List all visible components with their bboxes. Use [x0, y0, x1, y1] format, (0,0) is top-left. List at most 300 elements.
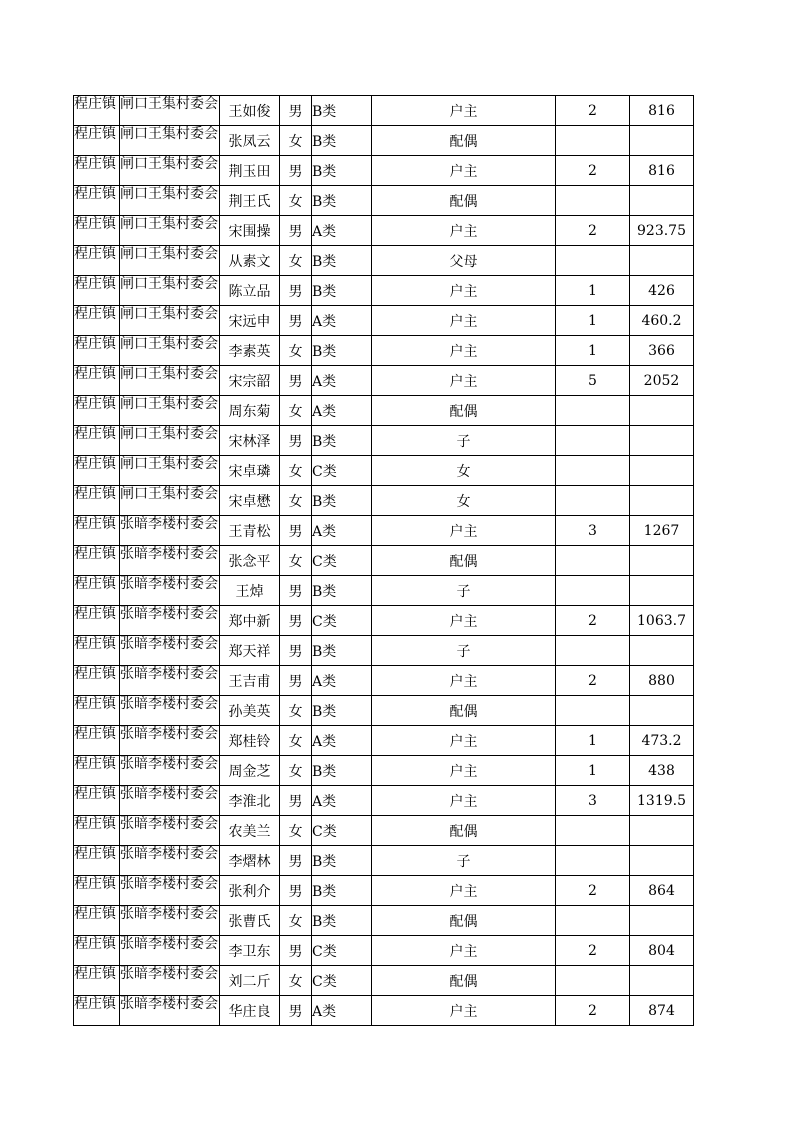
- name-cell: 郑桂铃: [220, 726, 280, 756]
- table-row: [74, 696, 694, 726]
- amount-cell: [630, 846, 694, 876]
- name-cell: 李卫东: [220, 936, 280, 966]
- village-cell-text: 张暗李楼村委会: [120, 996, 218, 1012]
- village-cell: [120, 366, 220, 396]
- relation-cell: 户主: [372, 276, 556, 306]
- amount-cell: [630, 966, 694, 996]
- town-cell-text: 程庄镇: [74, 156, 116, 172]
- name-cell: 李素英: [220, 336, 280, 366]
- household-size-cell: [556, 576, 630, 606]
- category-cell: C类: [312, 606, 372, 636]
- relation-cell: 户主: [372, 336, 556, 366]
- amount-cell: [630, 186, 694, 216]
- name-cell: 陈立品: [220, 276, 280, 306]
- relation-cell: 子: [372, 426, 556, 456]
- household-size-cell: [556, 186, 630, 216]
- town-cell-text: 程庄镇: [74, 246, 116, 262]
- village-cell: [120, 396, 220, 426]
- village-cell: [120, 186, 220, 216]
- village-cell: [120, 576, 220, 606]
- amount-cell: 804: [630, 936, 694, 966]
- amount-cell: 438: [630, 756, 694, 786]
- village-cell: [120, 516, 220, 546]
- town-cell: [74, 726, 120, 756]
- town-cell: [74, 96, 120, 126]
- gender-cell: 男: [280, 846, 312, 876]
- village-cell-text: 闸口王集村委会: [120, 186, 218, 202]
- village-cell: [120, 636, 220, 666]
- village-cell-text: 闸口王集村委会: [120, 216, 218, 232]
- village-cell-text: 张暗李楼村委会: [120, 846, 218, 862]
- village-cell-text: 闸口王集村委会: [120, 426, 218, 442]
- relation-cell: 父母: [372, 246, 556, 276]
- category-cell: A类: [312, 996, 372, 1026]
- town-cell: [74, 696, 120, 726]
- category-cell: C类: [312, 546, 372, 576]
- household-size-cell: 2: [556, 156, 630, 186]
- town-cell: [74, 246, 120, 276]
- village-cell-text: 闸口王集村委会: [120, 456, 218, 472]
- gender-cell: 女: [280, 246, 312, 276]
- category-cell: A类: [312, 306, 372, 336]
- table-row: [74, 366, 694, 396]
- category-cell: B类: [312, 336, 372, 366]
- category-cell: C类: [312, 936, 372, 966]
- amount-cell: [630, 396, 694, 426]
- relation-cell: 子: [372, 576, 556, 606]
- table-row: [74, 516, 694, 546]
- gender-cell: 男: [280, 636, 312, 666]
- amount-cell: 460.2: [630, 306, 694, 336]
- village-cell: [120, 666, 220, 696]
- town-cell-text: 程庄镇: [74, 756, 116, 772]
- table-row: [74, 816, 694, 846]
- town-cell: [74, 216, 120, 246]
- gender-cell: 男: [280, 996, 312, 1026]
- amount-cell: [630, 126, 694, 156]
- name-cell: 周东菊: [220, 396, 280, 426]
- household-size-cell: 1: [556, 756, 630, 786]
- town-cell-text: 程庄镇: [74, 576, 116, 592]
- table-row: [74, 96, 694, 126]
- town-cell: [74, 876, 120, 906]
- town-cell: [74, 276, 120, 306]
- table-row: [74, 306, 694, 336]
- name-cell: 荆王氏: [220, 186, 280, 216]
- gender-cell: 女: [280, 336, 312, 366]
- category-cell: B类: [312, 486, 372, 516]
- relation-cell: 户主: [372, 786, 556, 816]
- town-cell-text: 程庄镇: [74, 546, 116, 562]
- amount-cell: 1063.7: [630, 606, 694, 636]
- name-cell: 张念平: [220, 546, 280, 576]
- town-cell-text: 程庄镇: [74, 486, 116, 502]
- household-size-cell: 3: [556, 516, 630, 546]
- name-cell: 刘二斤: [220, 966, 280, 996]
- town-cell: [74, 366, 120, 396]
- village-cell-text: 闸口王集村委会: [120, 486, 218, 502]
- village-cell: [120, 456, 220, 486]
- gender-cell: 女: [280, 906, 312, 936]
- name-cell: 李熠林: [220, 846, 280, 876]
- relation-cell: 女: [372, 486, 556, 516]
- category-cell: A类: [312, 666, 372, 696]
- village-cell: [120, 606, 220, 636]
- amount-cell: [630, 486, 694, 516]
- amount-cell: [630, 906, 694, 936]
- town-cell-text: 程庄镇: [74, 966, 116, 982]
- gender-cell: 女: [280, 486, 312, 516]
- village-cell: [120, 246, 220, 276]
- gender-cell: 男: [280, 936, 312, 966]
- town-cell: [74, 606, 120, 636]
- household-size-cell: 2: [556, 666, 630, 696]
- table-row: [74, 156, 694, 186]
- table-row: [74, 846, 694, 876]
- village-cell-text: 张暗李楼村委会: [120, 906, 218, 922]
- household-size-cell: [556, 966, 630, 996]
- village-cell: [120, 216, 220, 246]
- name-cell: 宋卓璘: [220, 456, 280, 486]
- relation-cell: 配偶: [372, 546, 556, 576]
- category-cell: B类: [312, 576, 372, 606]
- category-cell: B类: [312, 156, 372, 186]
- gender-cell: 男: [280, 306, 312, 336]
- table-row: [74, 576, 694, 606]
- village-cell-text: 张暗李楼村委会: [120, 696, 218, 712]
- household-size-cell: 1: [556, 276, 630, 306]
- household-size-cell: 2: [556, 96, 630, 126]
- household-size-cell: [556, 546, 630, 576]
- category-cell: A类: [312, 786, 372, 816]
- household-size-cell: [556, 246, 630, 276]
- town-cell-text: 程庄镇: [74, 426, 116, 442]
- category-cell: A类: [312, 516, 372, 546]
- table-row: [74, 876, 694, 906]
- gender-cell: 男: [280, 606, 312, 636]
- town-cell-text: 程庄镇: [74, 336, 116, 352]
- table-row: [74, 456, 694, 486]
- village-cell-text: 张暗李楼村委会: [120, 576, 218, 592]
- category-cell: B类: [312, 186, 372, 216]
- town-cell: [74, 486, 120, 516]
- gender-cell: 男: [280, 156, 312, 186]
- amount-cell: [630, 246, 694, 276]
- category-cell: B类: [312, 96, 372, 126]
- table-row: [74, 246, 694, 276]
- category-cell: C类: [312, 816, 372, 846]
- gender-cell: 男: [280, 576, 312, 606]
- town-cell-text: 程庄镇: [74, 666, 116, 682]
- village-cell-text: 张暗李楼村委会: [120, 636, 218, 652]
- village-cell-text: 闸口王集村委会: [120, 276, 218, 292]
- village-cell-text: 张暗李楼村委会: [120, 936, 218, 952]
- town-cell: [74, 126, 120, 156]
- household-size-cell: 2: [556, 606, 630, 636]
- relation-cell: 配偶: [372, 696, 556, 726]
- name-cell: 宋宗韶: [220, 366, 280, 396]
- relation-cell: 户主: [372, 876, 556, 906]
- village-cell: [120, 426, 220, 456]
- town-cell-text: 程庄镇: [74, 186, 116, 202]
- category-cell: B类: [312, 846, 372, 876]
- gender-cell: 男: [280, 366, 312, 396]
- table-row: [74, 786, 694, 816]
- amount-cell: 816: [630, 96, 694, 126]
- village-cell: [120, 876, 220, 906]
- village-cell-text: 闸口王集村委会: [120, 396, 218, 412]
- household-size-cell: 2: [556, 936, 630, 966]
- table-body: [74, 96, 694, 1026]
- gender-cell: 女: [280, 186, 312, 216]
- household-size-cell: [556, 126, 630, 156]
- village-cell-text: 闸口王集村委会: [120, 96, 218, 112]
- gender-cell: 男: [280, 216, 312, 246]
- gender-cell: 男: [280, 276, 312, 306]
- village-cell: [120, 726, 220, 756]
- name-cell: 郑天祥: [220, 636, 280, 666]
- town-cell: [74, 756, 120, 786]
- town-cell: [74, 456, 120, 486]
- name-cell: 王青松: [220, 516, 280, 546]
- relation-cell: 女: [372, 456, 556, 486]
- amount-cell: 874: [630, 996, 694, 1026]
- household-size-cell: [556, 696, 630, 726]
- town-cell: [74, 666, 120, 696]
- name-cell: 张利介: [220, 876, 280, 906]
- village-cell-text: 闸口王集村委会: [120, 336, 218, 352]
- relation-cell: 户主: [372, 216, 556, 246]
- table-row: [74, 546, 694, 576]
- village-cell: [120, 906, 220, 936]
- town-cell-text: 程庄镇: [74, 696, 116, 712]
- relation-cell: 户主: [372, 666, 556, 696]
- table-row: [74, 726, 694, 756]
- name-cell: 王焯: [220, 576, 280, 606]
- name-cell: 王如俊: [220, 96, 280, 126]
- amount-cell: [630, 636, 694, 666]
- household-size-cell: 1: [556, 726, 630, 756]
- relation-cell: 户主: [372, 996, 556, 1026]
- category-cell: B类: [312, 756, 372, 786]
- town-cell-text: 程庄镇: [74, 516, 116, 532]
- amount-cell: [630, 576, 694, 606]
- table-row: [74, 756, 694, 786]
- amount-cell: 1267: [630, 516, 694, 546]
- town-cell: [74, 906, 120, 936]
- amount-cell: 426: [630, 276, 694, 306]
- village-cell: [120, 966, 220, 996]
- amount-cell: 1319.5: [630, 786, 694, 816]
- village-cell: [120, 96, 220, 126]
- household-size-cell: [556, 396, 630, 426]
- amount-cell: 2052: [630, 366, 694, 396]
- relation-cell: 户主: [372, 156, 556, 186]
- name-cell: 宋卓懋: [220, 486, 280, 516]
- name-cell: 张凤云: [220, 126, 280, 156]
- town-cell-text: 程庄镇: [74, 996, 116, 1012]
- household-size-cell: 1: [556, 336, 630, 366]
- gender-cell: 女: [280, 546, 312, 576]
- village-cell: [120, 336, 220, 366]
- amount-cell: 473.2: [630, 726, 694, 756]
- name-cell: 从素文: [220, 246, 280, 276]
- village-cell-text: 张暗李楼村委会: [120, 966, 218, 982]
- name-cell: 孙美英: [220, 696, 280, 726]
- relation-cell: 配偶: [372, 126, 556, 156]
- amount-cell: [630, 426, 694, 456]
- table-row: [74, 426, 694, 456]
- table-row: [74, 486, 694, 516]
- gender-cell: 男: [280, 786, 312, 816]
- category-cell: B类: [312, 126, 372, 156]
- relation-cell: 子: [372, 846, 556, 876]
- category-cell: A类: [312, 216, 372, 246]
- village-cell-text: 闸口王集村委会: [120, 306, 218, 322]
- relation-cell: 户主: [372, 366, 556, 396]
- category-cell: B类: [312, 246, 372, 276]
- village-cell-text: 张暗李楼村委会: [120, 606, 218, 622]
- town-cell: [74, 816, 120, 846]
- table-row: [74, 396, 694, 426]
- village-cell-text: 张暗李楼村委会: [120, 786, 218, 802]
- household-size-cell: [556, 456, 630, 486]
- town-cell: [74, 996, 120, 1026]
- village-cell: [120, 936, 220, 966]
- amount-cell: [630, 816, 694, 846]
- town-cell: [74, 186, 120, 216]
- town-cell-text: 程庄镇: [74, 306, 116, 322]
- household-size-cell: [556, 846, 630, 876]
- gender-cell: 男: [280, 666, 312, 696]
- relation-cell: 户主: [372, 726, 556, 756]
- relation-cell: 户主: [372, 606, 556, 636]
- household-size-cell: 3: [556, 786, 630, 816]
- category-cell: A类: [312, 726, 372, 756]
- table-row: [74, 666, 694, 696]
- town-cell-text: 程庄镇: [74, 726, 116, 742]
- category-cell: B类: [312, 696, 372, 726]
- relation-cell: 子: [372, 636, 556, 666]
- gender-cell: 男: [280, 516, 312, 546]
- village-cell: [120, 306, 220, 336]
- gender-cell: 男: [280, 426, 312, 456]
- town-cell-text: 程庄镇: [74, 396, 116, 412]
- name-cell: 华庄良: [220, 996, 280, 1026]
- table-row: [74, 966, 694, 996]
- village-cell: [120, 546, 220, 576]
- household-size-cell: [556, 426, 630, 456]
- village-cell: [120, 756, 220, 786]
- table-row: [74, 126, 694, 156]
- village-cell: [120, 816, 220, 846]
- table-row: [74, 216, 694, 246]
- relation-cell: 户主: [372, 936, 556, 966]
- village-cell: [120, 846, 220, 876]
- household-size-cell: [556, 486, 630, 516]
- table-row: [74, 636, 694, 666]
- relation-cell: 户主: [372, 306, 556, 336]
- town-cell-text: 程庄镇: [74, 906, 116, 922]
- town-cell-text: 程庄镇: [74, 456, 116, 472]
- category-cell: A类: [312, 366, 372, 396]
- category-cell: B类: [312, 906, 372, 936]
- gender-cell: 女: [280, 756, 312, 786]
- amount-cell: 923.75: [630, 216, 694, 246]
- gender-cell: 女: [280, 816, 312, 846]
- amount-cell: [630, 456, 694, 486]
- gender-cell: 女: [280, 396, 312, 426]
- town-cell-text: 程庄镇: [74, 366, 116, 382]
- gender-cell: 女: [280, 696, 312, 726]
- town-cell: [74, 306, 120, 336]
- relation-cell: 配偶: [372, 186, 556, 216]
- gender-cell: 女: [280, 456, 312, 486]
- village-cell: [120, 276, 220, 306]
- town-cell: [74, 636, 120, 666]
- beneficiary-table: [73, 95, 694, 1026]
- town-cell: [74, 936, 120, 966]
- town-cell: [74, 516, 120, 546]
- household-size-cell: 2: [556, 996, 630, 1026]
- amount-cell: [630, 696, 694, 726]
- relation-cell: 户主: [372, 516, 556, 546]
- town-cell: [74, 546, 120, 576]
- gender-cell: 女: [280, 726, 312, 756]
- town-cell-text: 程庄镇: [74, 936, 116, 952]
- town-cell: [74, 426, 120, 456]
- name-cell: 宋围操: [220, 216, 280, 246]
- village-cell-text: 张暗李楼村委会: [120, 876, 218, 892]
- relation-cell: 配偶: [372, 906, 556, 936]
- household-size-cell: [556, 906, 630, 936]
- category-cell: B类: [312, 636, 372, 666]
- category-cell: B类: [312, 276, 372, 306]
- table-row: [74, 936, 694, 966]
- category-cell: C类: [312, 456, 372, 486]
- gender-cell: 男: [280, 876, 312, 906]
- amount-cell: 366: [630, 336, 694, 366]
- name-cell: 张曹氏: [220, 906, 280, 936]
- town-cell-text: 程庄镇: [74, 816, 116, 832]
- gender-cell: 男: [280, 96, 312, 126]
- household-size-cell: [556, 636, 630, 666]
- village-cell: [120, 786, 220, 816]
- village-cell: [120, 486, 220, 516]
- household-size-cell: 2: [556, 876, 630, 906]
- town-cell-text: 程庄镇: [74, 876, 116, 892]
- name-cell: 宋林泽: [220, 426, 280, 456]
- village-cell-text: 闸口王集村委会: [120, 126, 218, 142]
- town-cell: [74, 846, 120, 876]
- village-cell: [120, 696, 220, 726]
- town-cell-text: 程庄镇: [74, 846, 116, 862]
- household-size-cell: 2: [556, 216, 630, 246]
- household-size-cell: 5: [556, 366, 630, 396]
- town-cell-text: 程庄镇: [74, 606, 116, 622]
- town-cell-text: 程庄镇: [74, 636, 116, 652]
- name-cell: 郑中新: [220, 606, 280, 636]
- name-cell: 王吉甫: [220, 666, 280, 696]
- town-cell: [74, 966, 120, 996]
- category-cell: C类: [312, 966, 372, 996]
- table-row: [74, 996, 694, 1026]
- table-row: [74, 186, 694, 216]
- village-cell-text: 闸口王集村委会: [120, 246, 218, 262]
- town-cell-text: 程庄镇: [74, 276, 116, 292]
- town-cell-text: 程庄镇: [74, 216, 116, 232]
- amount-cell: 880: [630, 666, 694, 696]
